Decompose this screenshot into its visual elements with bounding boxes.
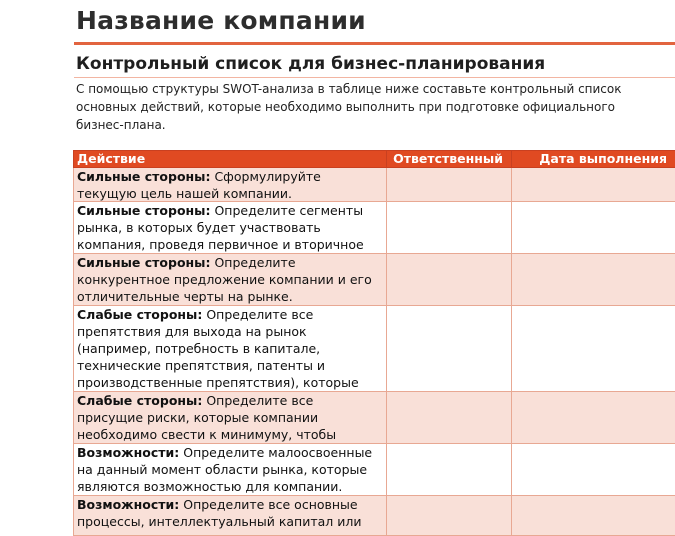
table-row[interactable] <box>74 392 675 444</box>
action-cell[interactable] <box>74 444 387 496</box>
page-title: Контрольный список для бизнес-планирования <box>76 54 545 74</box>
action-category: Сильные стороны: <box>77 255 210 270</box>
responsible-cell[interactable] <box>387 444 512 496</box>
due-date-cell[interactable] <box>512 254 675 306</box>
table-row[interactable] <box>74 202 675 254</box>
responsible-cell[interactable] <box>387 306 512 392</box>
table-header-row <box>74 151 675 168</box>
action-category: Слабые стороны: <box>77 393 202 408</box>
action-text: Определите все основные процессы, интеллектуальный капитал или <box>77 497 362 529</box>
action-cell[interactable] <box>74 496 387 536</box>
due-date-cell[interactable] <box>512 306 675 392</box>
responsible-cell[interactable] <box>387 168 512 202</box>
company-name: Название компании <box>76 6 366 35</box>
due-date-cell[interactable] <box>512 202 675 254</box>
table-row[interactable] <box>74 254 675 306</box>
table-row[interactable] <box>74 306 675 392</box>
action-cell[interactable] <box>74 254 387 306</box>
action-category: Возможности: <box>77 445 179 460</box>
action-text: Определите сегменты рынка, в которых будет участвовать компания, проведя первичное и вторичное <box>77 203 364 252</box>
due-date-cell[interactable] <box>512 444 675 496</box>
due-date-cell[interactable] <box>512 496 675 536</box>
action-text: Определите малоосвоенные на данный момент области рынка, которые являются возможностью для компании. <box>77 445 372 494</box>
action-category: Слабые стороны: <box>77 307 202 322</box>
action-cell[interactable] <box>74 392 387 444</box>
action-category: Возможности: <box>77 497 179 512</box>
action-text: Определите конкурентное предложение компании и его отличительные черты на рынке. <box>77 255 372 304</box>
due-date-cell[interactable] <box>512 168 675 202</box>
column-header-responsible[interactable]: Ответственный <box>387 151 512 168</box>
intro-paragraph: С помощью структуры SWOT-анализа в таблице ниже составьте контрольный список основных действий, которые необходимо выполнить при подготовке официального бизнес-плана. <box>76 80 661 134</box>
table-row[interactable] <box>74 496 675 536</box>
due-date-cell[interactable] <box>512 392 675 444</box>
column-header-due-date[interactable]: Дата выполнения <box>512 151 675 168</box>
action-category: Сильные стороны: <box>77 169 210 184</box>
responsible-cell[interactable] <box>387 496 512 536</box>
header-divider <box>74 42 675 45</box>
action-cell[interactable] <box>74 202 387 254</box>
responsible-cell[interactable] <box>387 392 512 444</box>
responsible-cell[interactable] <box>387 254 512 306</box>
action-cell[interactable] <box>74 168 387 202</box>
column-header-action[interactable]: Действие <box>74 151 387 168</box>
responsible-cell[interactable] <box>387 202 512 254</box>
table-row[interactable] <box>74 444 675 496</box>
action-text: Сформулируйте текущую цель нашей компании. <box>77 169 321 201</box>
subtitle-divider <box>74 77 675 78</box>
table-row[interactable] <box>74 168 675 202</box>
action-category: Сильные стороны: <box>77 203 210 218</box>
action-text: Определите все присущие риски, которые компании необходимо свести к минимуму, чтобы <box>77 393 336 443</box>
action-cell[interactable] <box>74 306 387 392</box>
checklist-table <box>73 150 675 536</box>
action-text: Определите все препятствия для выхода на рынок (например, потребность в капитале, технические препятствия, патенты и производственные препятствия), которые <box>77 307 359 391</box>
